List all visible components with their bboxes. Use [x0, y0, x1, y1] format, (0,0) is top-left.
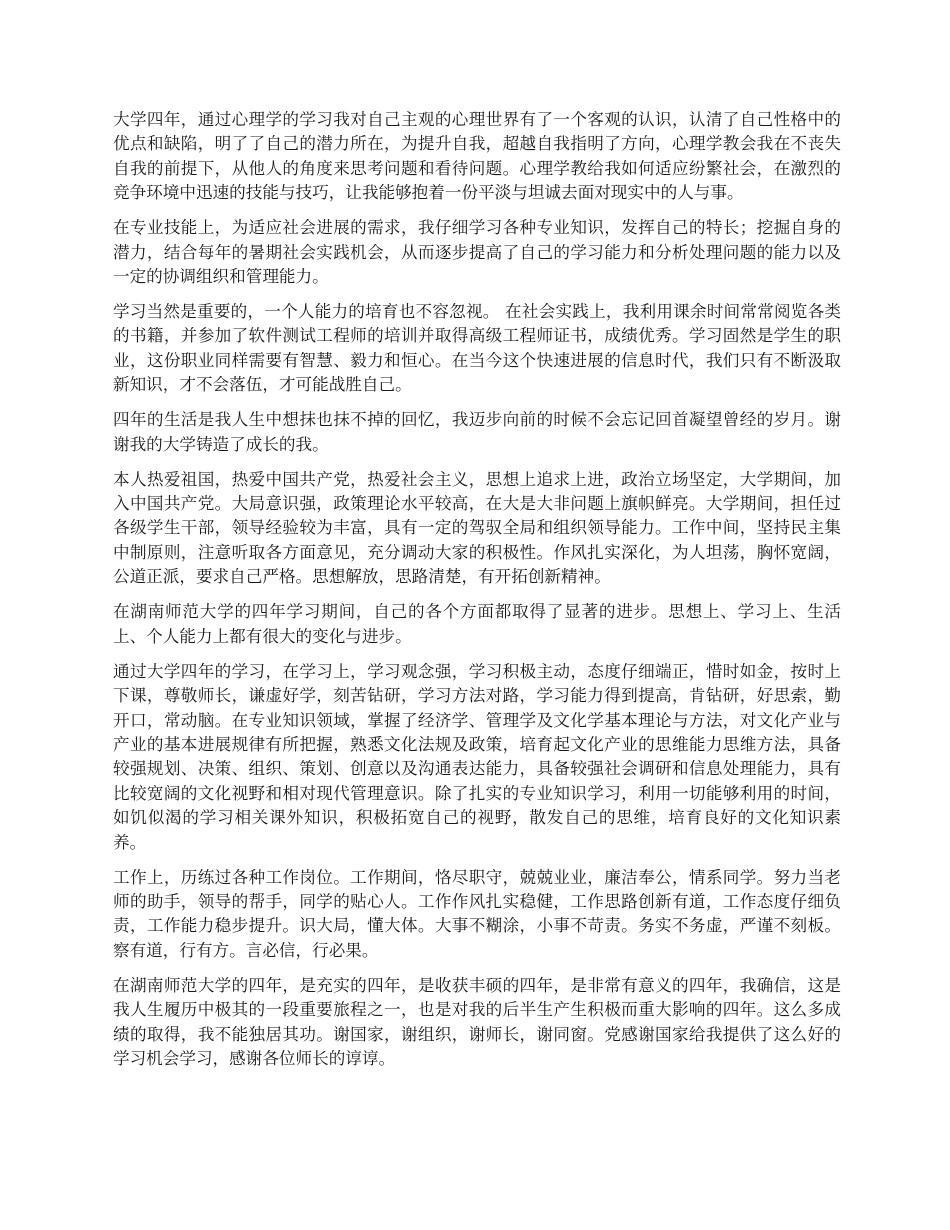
document-body	[113, 108, 841, 1082]
paragraph: 工作上，历练过各种工作岗位。工作期间，恪尽职守，兢兢业业，廉洁奉公，情系同学。努力当老师的助手，领导的帮手，同学的贴心人。工作作风扎实稳健，工作思路创新有道，工作态度仔细负责，工作能力稳步提升。识大局，懂大体。大事不糊涂，小事不苛责。务实不务虚，严谨不刻板。察有道，行有方。言必信，行必果。	[113, 867, 841, 960]
paragraph: 本人热爱祖国，热爱中国共产党，热爱社会主义，思想上追求上进，政治立场坚定，大学期间，加入中国共产党。大局意识强，政策理论水平较高，在大是大非问题上旗帜鲜亮。大学期间，担任过各级学生干部，领导经验较为丰富，具有一定的驾驭全局和组织领导能力。工作中间，坚持民主集中制原则，注意听取各方面意见，充分调动大家的积极性。作风扎实深化，为人坦荡，胸怀宽阔，公道正派，要求自己严格。思想解放，思路清楚，有开拓创新精神。	[113, 469, 841, 587]
paragraph: 学习当然是重要的，一个人能力的培育也不容忽视。 在社会实践上，我利用课余时间常常阅览各类的书籍，并参加了软件测试工程师的培训并取得高级工程师证书，成绩优秀。学习固然是学生的职业，这份职业同样需要有智慧、毅力和恒心。在当今这个快速进展的信息时代，我们只有不断汲取新知识，才不会落伍，才可能战胜自己。	[113, 302, 841, 395]
paragraph: 在湖南师范大学的四年，是充实的四年，是收获丰硕的四年，是非常有意义的四年，我确信，这是我人生履历中极其的一段重要旅程之一，也是对我的后半生产生积极而重大影响的四年。这么多成绩的取得，我不能独居其功。谢国家，谢组织，谢师长，谢同窗。党感谢国家给我提供了这么好的学习机会学习，感谢各位师长的谆谆。	[113, 975, 841, 1068]
paragraph: 大学四年，通过心理学的学习我对自己主观的心理世界有了一个客观的认识，认清了自己性格中的优点和缺陷，明了了自己的潜力所在，为提升自我，超越自我指明了方向，心理学教会我在不丧失自我的前提下，从他人的角度来思考问题和看待问题。心理学教给我如何适应纷繁社会，在激烈的竞争环境中迅速的技能与技巧，让我能够抱着一份平淡与坦诚去面对现实中的人与事。	[113, 110, 841, 203]
paragraph: 在湖南师范大学的四年学习期间，自己的各个方面都取得了显著的进步。思想上、学习上、生活上、个人能力上都有很大的变化与进步。	[113, 602, 841, 646]
paragraph: 通过大学四年的学习，在学习上，学习观念强，学习积极主动，态度仔细端正，惜时如金，按时上下课，尊敬师长，谦虚好学，刻苦钻研，学习方法对路，学习能力得到提高，肯钻研，好思索，勤开口，常动脑。在专业知识领域，掌握了经济学、管理学及文化学基本理论与方法，对文化产业与产业的基本进展规律有所把握，熟悉文化法规及政策，培育起文化产业的思维能力思维方法，具备较强规划、决策、组织、策划、创意以及沟通表达能力，具备较强社会调研和信息处理能力，具有比较宽阔的文化视野和相对现代管理意识。除了扎实的专业知识学习，利用一切能够利用的时间，如饥似渴的学习相关课外知识，积极拓宽自己的视野，散发自己的思维，培育良好的文化知识素养。	[113, 661, 841, 852]
paragraph: 在专业技能上，为适应社会进展的需求，我仔细学习各种专业知识，发挥自己的特长；挖掘自身的潜力，结合每年的暑期社会实践机会，从而逐步提高了自己的学习能力和分析处理问题的能力以及一定的协调组织和管理能力。	[113, 218, 841, 287]
paragraph: 四年的生活是我人生中想抹也抹不掉的回忆，我迈步向前的时候不会忘记回首凝望曾经的岁月。谢谢我的大学铸造了成长的我。	[113, 410, 841, 454]
